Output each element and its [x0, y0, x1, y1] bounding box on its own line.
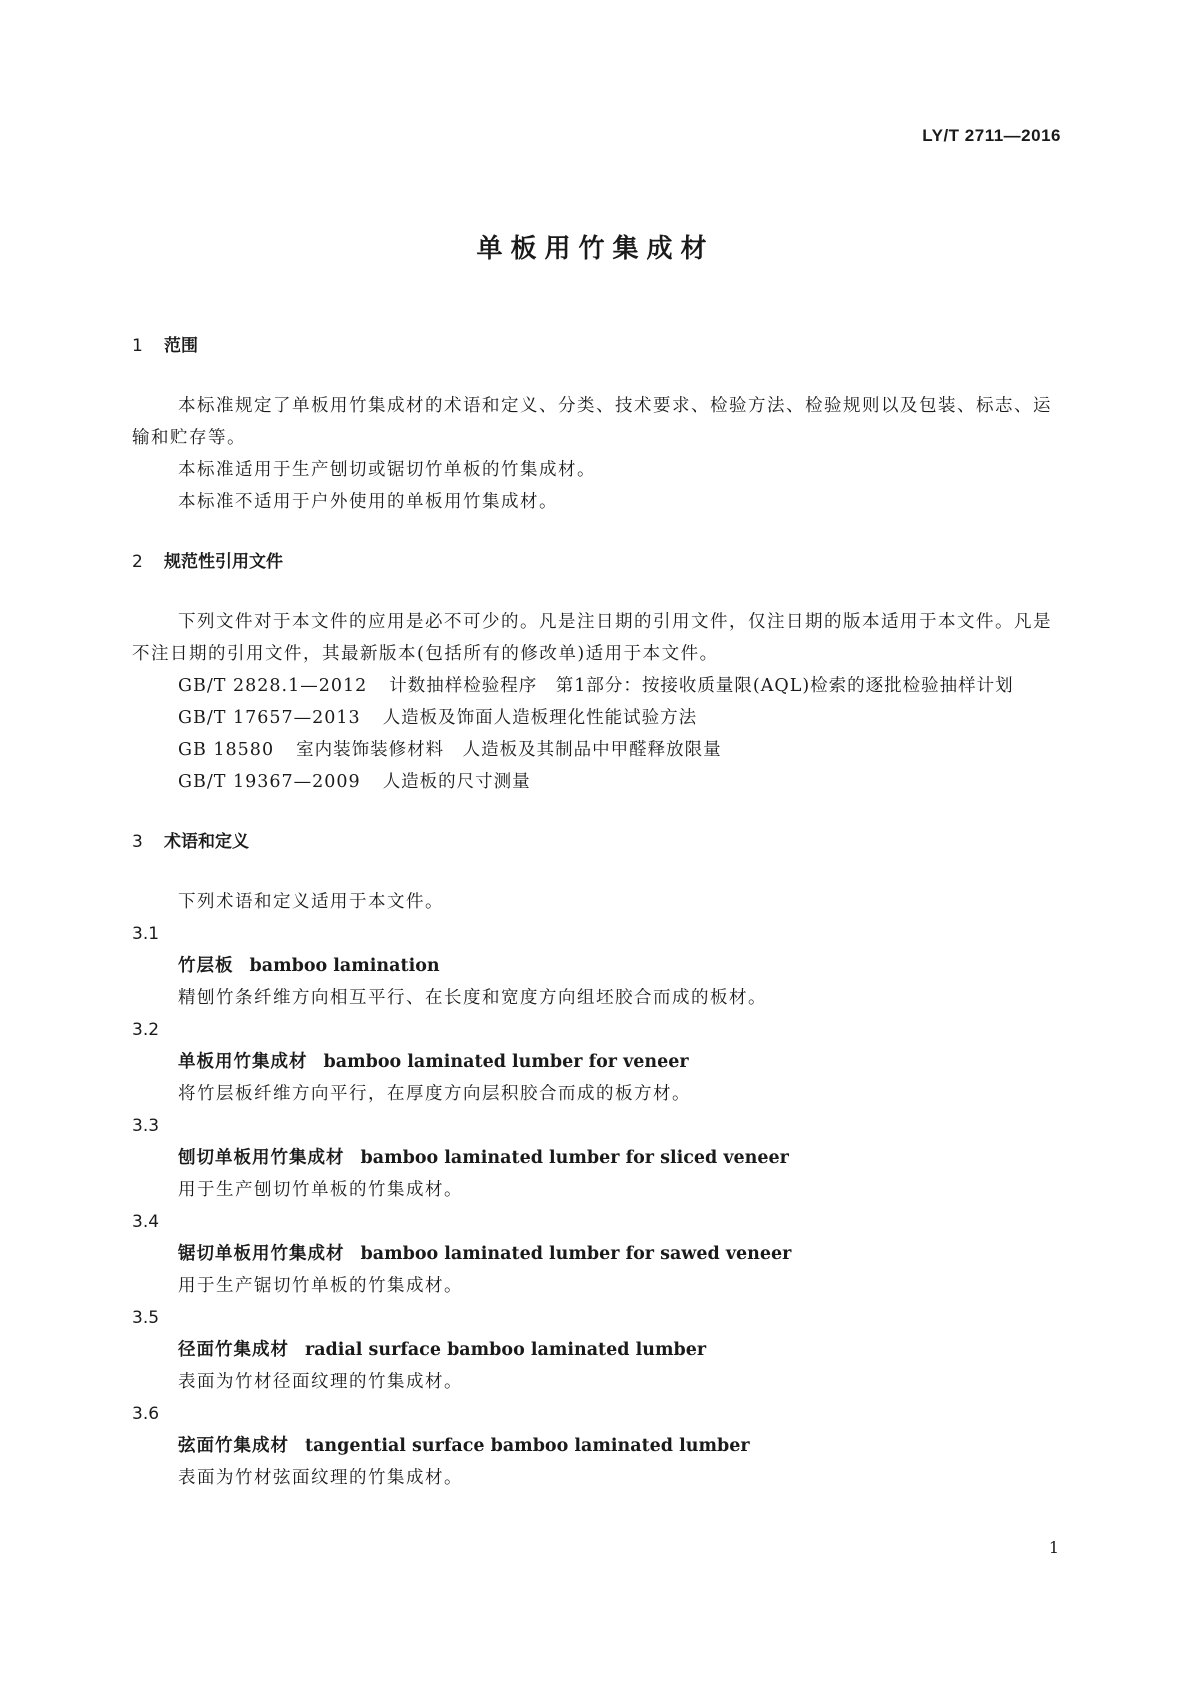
term-name-en: bamboo laminated lumber for sliced veneer — [360, 1148, 789, 1168]
term-name-zh: 径面竹集成材 — [178, 1340, 289, 1360]
terms-intro: 下列术语和定义适用于本文件。 — [178, 892, 444, 912]
page-number: 1 — [1048, 1538, 1059, 1557]
scope-paragraph: 本标准适用于生产刨切或锯切竹单板的竹集成材。 — [178, 460, 596, 480]
term-entry — [132, 918, 1062, 1014]
term-entry — [132, 1014, 1062, 1110]
term-name — [178, 1334, 1062, 1366]
document-title: 单板用竹集成材 — [476, 234, 715, 264]
term-name — [178, 1430, 1062, 1462]
term-definition: 将竹层板纤维方向平行，在厚度方向层积胶合而成的板方材。 — [178, 1084, 691, 1104]
references-intro: 下列文件对于本文件的应用是必不可少的。凡是注日期的引用文件，仅注日期的版本适用于本文件。凡是不注日期的引用文件，其最新版本(包括所有的修改单)适用于本文件。 — [132, 612, 1052, 664]
section-heading-terms-definitions — [132, 826, 1062, 858]
scope-paragraph: 本标准规定了单板用竹集成材的术语和定义、分类、技术要求、检验方法、检验规则以及包装、标志、运输和贮存等。 — [132, 396, 1052, 448]
section-heading-normative-references — [132, 546, 1062, 578]
term-name-en: bamboo laminated lumber for sawed veneer — [360, 1244, 792, 1264]
term-entry — [132, 1110, 1062, 1206]
reference-code: GB/T 19367—2009 — [178, 772, 361, 792]
term-number: 3.2 — [132, 1020, 160, 1040]
section-number: 1 — [132, 336, 143, 356]
term-name-en: bamboo laminated lumber for veneer — [323, 1052, 689, 1072]
term-definition: 表面为竹材弦面纹理的竹集成材。 — [178, 1468, 463, 1488]
standard-number: LY/T 2711—2016 — [922, 126, 1061, 145]
term-name-zh: 竹层板 — [178, 956, 234, 976]
term-entry — [132, 1206, 1062, 1302]
term-name — [178, 1238, 1062, 1270]
reference-code: GB/T 2828.1—2012 — [178, 676, 368, 696]
term-entry — [132, 1302, 1062, 1398]
term-definition: 用于生产锯切竹单板的竹集成材。 — [178, 1276, 463, 1296]
term-name-zh: 弦面竹集成材 — [178, 1436, 289, 1456]
reference-code: GB/T 17657—2013 — [178, 708, 361, 728]
term-number: 3.1 — [132, 924, 160, 944]
reference-item — [132, 670, 1062, 702]
term-name — [178, 950, 1062, 982]
term-name-en: tangential surface bamboo laminated lumber — [305, 1436, 750, 1456]
reference-title: 室内装饰装修材料 人造板及其制品中甲醛释放限量 — [296, 740, 722, 760]
reference-title: 人造板及饰面人造板理化性能试验方法 — [382, 708, 698, 728]
term-name — [178, 1142, 1062, 1174]
term-number: 3.4 — [132, 1212, 160, 1232]
section-heading-scope — [132, 330, 1062, 362]
section-number: 3 — [132, 832, 143, 852]
reference-item — [132, 702, 1062, 734]
term-name-en: radial surface bamboo laminated lumber — [305, 1340, 707, 1360]
term-name-en: bamboo lamination — [249, 956, 440, 976]
term-number: 3.5 — [132, 1308, 160, 1328]
term-name-zh: 刨切单板用竹集成材 — [178, 1148, 345, 1168]
term-definition: 精刨竹条纤维方向相互平行、在长度和宽度方向组坯胶合而成的板材。 — [178, 988, 767, 1008]
term-name — [178, 1046, 1062, 1078]
section-title: 范围 — [164, 336, 198, 356]
document-body — [132, 330, 1062, 1494]
section-title: 规范性引用文件 — [164, 552, 283, 572]
term-name-zh: 锯切单板用竹集成材 — [178, 1244, 345, 1264]
term-definition: 用于生产刨切竹单板的竹集成材。 — [178, 1180, 463, 1200]
reference-code: GB 18580 — [178, 740, 275, 760]
reference-item — [132, 766, 1062, 798]
section-number: 2 — [132, 552, 143, 572]
section-title: 术语和定义 — [164, 832, 249, 852]
reference-item — [132, 734, 1062, 766]
term-definition: 表面为竹材径面纹理的竹集成材。 — [178, 1372, 463, 1392]
reference-title: 人造板的尺寸测量 — [382, 772, 531, 792]
term-name-zh: 单板用竹集成材 — [178, 1052, 308, 1072]
term-entry — [132, 1398, 1062, 1494]
scope-paragraph: 本标准不适用于户外使用的单板用竹集成材。 — [178, 492, 558, 512]
reference-title: 计数抽样检验程序 第1部分：按接收质量限(AQL)检索的逐批检验抽样计划 — [389, 676, 1014, 696]
term-number: 3.3 — [132, 1116, 160, 1136]
term-number: 3.6 — [132, 1404, 160, 1424]
